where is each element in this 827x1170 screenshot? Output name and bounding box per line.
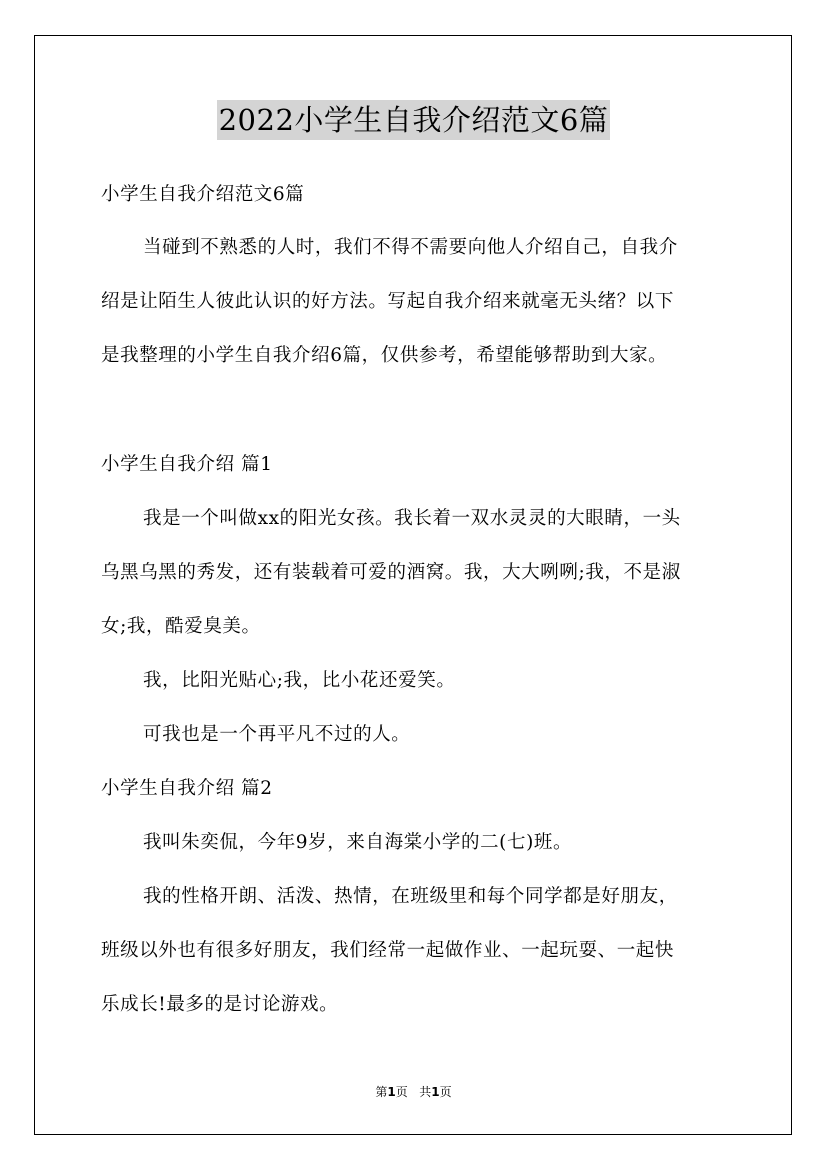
section-2-line-2: 我的性格开朗、活泼、热情，在班级里和每个同学都是好朋友， (143, 886, 678, 907)
section-2-line-3: 班级以外也有很多好朋友，我们经常一起做作业、一起玩耍、一起快 (101, 940, 675, 961)
page-suffix: 页 (395, 1085, 408, 1099)
page-prefix: 第 (375, 1085, 388, 1099)
section-1-line-3: 女;我，酷爱臭美。 (101, 616, 261, 637)
section-1-line-1: 我是一个叫做xx的阳光女孩。我长着一双水灵灵的大眼睛，一头 (143, 508, 681, 529)
page-footer (0, 1084, 827, 1100)
document-title: 2022小学生自我介绍范文6篇 (217, 100, 611, 140)
section-1-line-4: 我，比阳光贴心;我，比小花还爱笑。 (143, 670, 456, 691)
section-2-line-1: 我叫朱奕侃，今年9岁，来自海棠小学的二(七)班。 (143, 832, 573, 853)
section-2-heading: 小学生自我介绍 篇2 (101, 778, 273, 799)
total-prefix: 共 (419, 1085, 432, 1099)
section-1-line-2: 乌黑乌黑的秀发，还有装载着可爱的酒窝。我，大大咧咧;我，不是淑 (101, 562, 681, 583)
total-suffix: 页 (439, 1085, 452, 1099)
intro-line-3: 是我整理的小学生自我介绍6篇，仅供参考，希望能够帮助到大家。 (101, 345, 668, 366)
intro-line-2: 绍是让陌生人彼此认识的好方法。写起自我介绍来就毫无头绪？以下 (101, 291, 675, 312)
section-1-line-5: 可我也是一个再平凡不过的人。 (143, 724, 411, 745)
subtitle: 小学生自我介绍范文6篇 (101, 184, 305, 205)
intro-line-1: 当碰到不熟悉的人时，我们不得不需要向他人介绍自己，自我介 (143, 237, 678, 258)
total-pages: 1 (431, 1085, 440, 1099)
section-1-heading: 小学生自我介绍 篇1 (101, 454, 273, 475)
title-container (0, 100, 827, 140)
page-number: 1 (387, 1085, 396, 1099)
section-2-line-4: 乐成长!最多的是讨论游戏。 (101, 994, 339, 1015)
